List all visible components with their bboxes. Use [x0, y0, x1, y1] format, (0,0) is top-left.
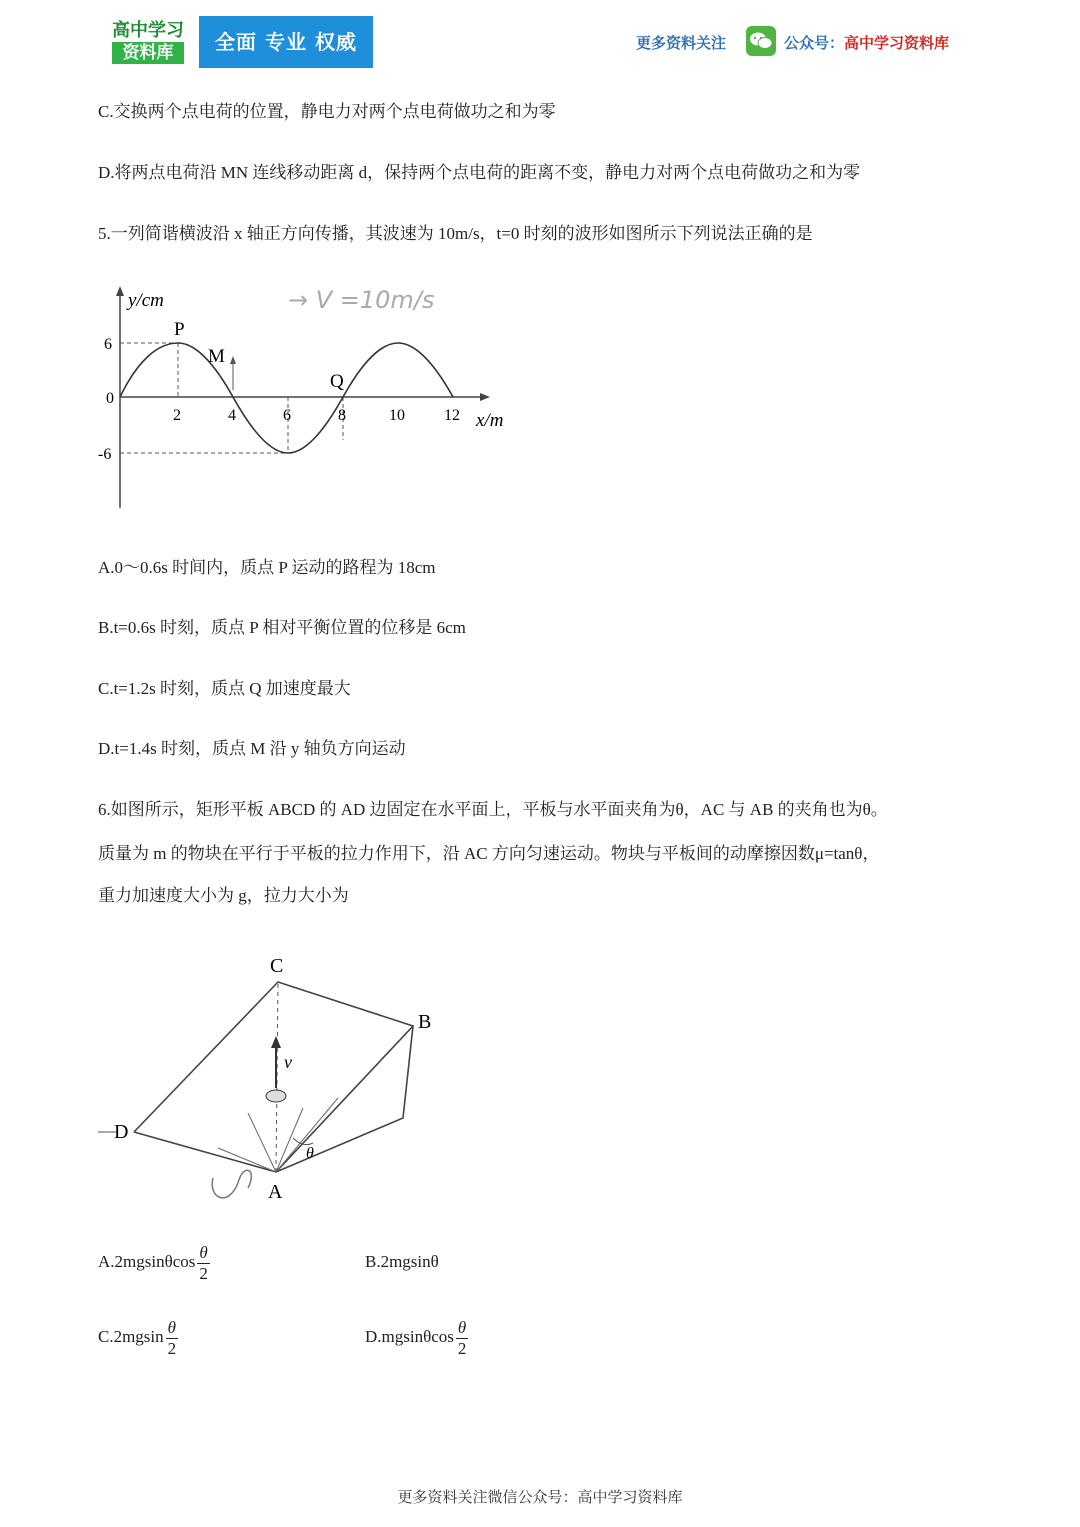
site-logo — [112, 20, 184, 64]
fraction-numerator: θ — [457, 1317, 467, 1337]
q6-option-c — [98, 1315, 178, 1359]
official-account-prefix: 公众号： — [784, 34, 845, 52]
fraction-numerator: θ — [167, 1317, 177, 1337]
label-a: A — [268, 1181, 283, 1203]
q5-option-c: C.t=1.2s 时刻，质点 Q 加速度最大 — [98, 679, 351, 698]
follow-text: 更多资料关注 — [636, 34, 727, 52]
q6-option-a-text: A.2mgsinθcos — [98, 1252, 196, 1271]
point-q-label: Q — [330, 371, 344, 392]
official-account — [784, 32, 949, 53]
incline-figure — [98, 948, 458, 1223]
page-header — [0, 0, 1080, 80]
q6-option-b: B.2mgsinθ — [365, 1252, 439, 1271]
fraction-theta-over-2 — [166, 1318, 178, 1359]
velocity-arrow-head — [271, 1036, 281, 1048]
x-tick-2: 2 — [173, 407, 181, 424]
label-v: v — [284, 1052, 292, 1072]
q4-option-d: D.将两点电荷沿 MN 连线移动距离 d，保持两个点电荷的距离不变，静电力对两个点电荷做功之和为零 — [98, 163, 861, 182]
x-tick-6: 6 — [283, 407, 291, 424]
label-d: D — [114, 1121, 129, 1143]
handwritten-velocity: → V =10m/s — [288, 286, 435, 314]
q6-stem-line1: 6.如图所示，矩形平板 ABCD 的 AD 边固定在水平面上，平板与水平面夹角为θ，AC 与 AB 的夹角也为θ。 — [98, 800, 888, 819]
y-axis-label: y/cm — [128, 290, 164, 311]
q6-option-d-text: D.mgsinθcos — [365, 1327, 454, 1346]
fraction-theta-over-2 — [456, 1318, 468, 1359]
x-tick-10: 10 — [389, 407, 405, 424]
logo-text-top: 高中学习 — [112, 20, 184, 41]
q6-option-c-text: C.2mgsin — [98, 1327, 164, 1346]
q6-stem-line2: 质量为 m 的物块在平行于平板的拉力作用下，沿 AC 方向匀速运动。物块与平板间的动摩擦因数μ=tanθ， — [98, 844, 880, 863]
x-tick-12: 12 — [444, 407, 460, 424]
y-tick-0: 0 — [106, 390, 114, 407]
logo-text-bottom: 资料库 — [112, 42, 184, 64]
wave-graph — [98, 280, 528, 525]
q5-stem: 5.一列简谐横波沿 x 轴正方向传播，其波速为 10m/s，t=0 时刻的波形如图所示下列说法正确的是 — [98, 224, 813, 243]
q5-option-d: D.t=1.4s 时刻，质点 M 沿 y 轴负方向运动 — [98, 739, 406, 758]
point-p-label: P — [174, 319, 185, 340]
y-tick-neg6: -6 — [98, 446, 112, 463]
x-tick-4: 4 — [228, 407, 236, 424]
x-tick-8: 8 — [338, 407, 346, 424]
q6-option-a — [98, 1240, 210, 1284]
x-axis-label: x/m — [476, 410, 504, 431]
fraction-theta-over-2 — [197, 1243, 209, 1284]
slogan-banner: 全面 专业 权威 — [199, 16, 373, 68]
wave-curve — [120, 343, 453, 453]
official-account-name: 高中学习资料库 — [844, 34, 950, 52]
plate-abcd — [134, 982, 413, 1172]
q4-option-c: C.交换两个点电荷的位置，静电力对两个点电荷做功之和为零 — [98, 102, 556, 121]
m-arrow-head — [230, 356, 236, 364]
y-tick-6: 6 — [104, 336, 112, 353]
label-b: B — [418, 1011, 432, 1033]
fraction-denominator: 2 — [199, 1263, 208, 1283]
fraction-denominator: 2 — [457, 1338, 467, 1358]
q5-option-a: A.0～0.6s 时间内，质点 P 运动的路程为 18cm — [98, 558, 436, 577]
handwritten-scribble — [212, 1170, 251, 1198]
label-theta: θ — [306, 1145, 314, 1162]
q6-option-d — [365, 1315, 468, 1359]
fraction-denominator: 2 — [167, 1338, 177, 1358]
label-c: C — [270, 955, 284, 977]
q6-stem-line3: 重力加速度大小为 g，拉力大小为 — [98, 886, 349, 905]
block — [266, 1090, 286, 1102]
y-axis-arrow — [116, 286, 124, 296]
q5-option-b: B.t=0.6s 时刻，质点 P 相对平衡位置的位移是 6cm — [98, 618, 466, 637]
wechat-icon — [746, 26, 776, 56]
fraction-numerator: θ — [199, 1242, 208, 1262]
point-m-label: M — [208, 346, 225, 367]
x-axis-arrow — [480, 393, 490, 401]
page-footer: 更多资料关注微信公众号：高中学习资料库 — [397, 1490, 683, 1506]
